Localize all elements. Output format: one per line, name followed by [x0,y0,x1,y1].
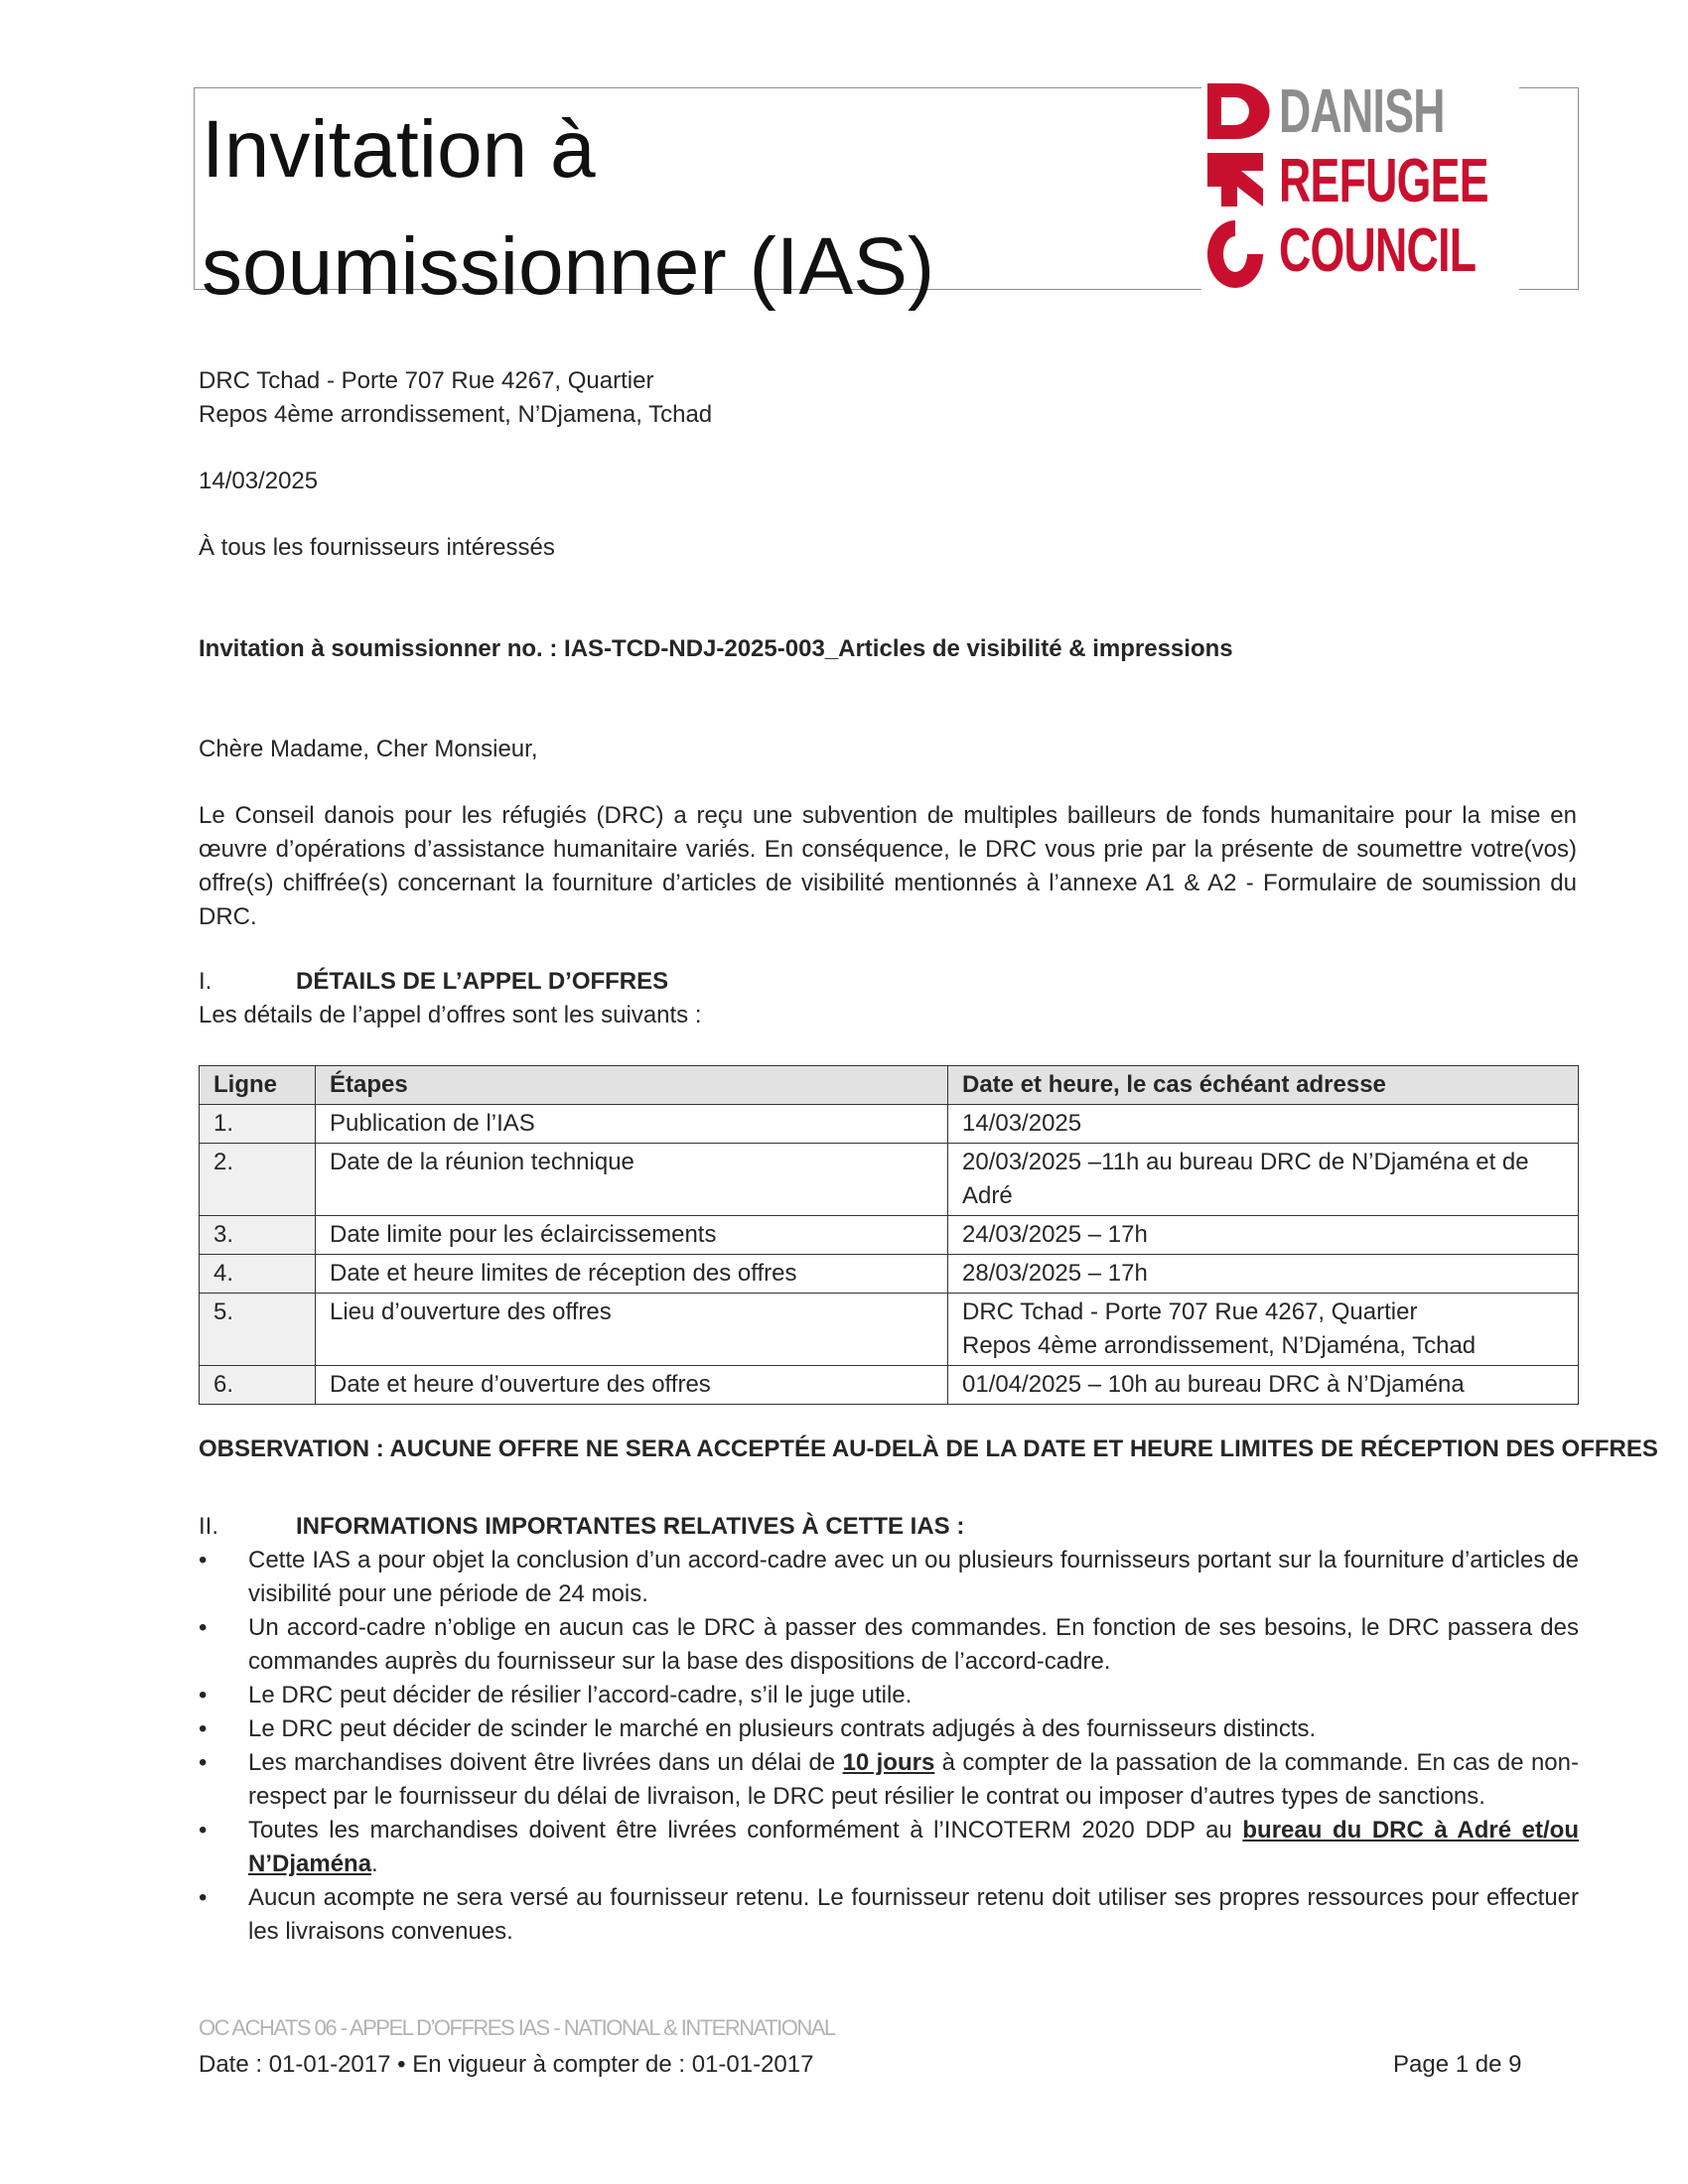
row-step: Date et heure limites de réception des offres [316,1255,948,1294]
title-line-2: soumissionner (IAS) [202,221,935,312]
drc-logo-mark-icon [1201,77,1271,296]
list-item [199,1712,1579,1746]
bullet-icon: • [199,1614,208,1641]
list-item-text [248,1749,1579,1810]
table-row [200,1216,1579,1255]
footer-document-code: OC ACHATS 06 - APPEL D’OFFRES IAS - NATIONAL & INTERNATIONAL [199,2015,835,2040]
document-title [202,91,1095,326]
list-item [199,1746,1579,1814]
row-number: 6. [200,1366,316,1405]
bullet-icon: • [199,1682,208,1708]
row-number: 4. [200,1255,316,1294]
delivery-text-post: à compter de la passation de la commande. En cas de non-respect par le fournisseur du délai de livraison, le DRC peut résilier le contrat ou imposer d’autres types de sanctions. [248,1749,1579,1810]
table-header-row [200,1066,1579,1105]
list-item-text [248,1817,1579,1877]
bullet-icon: • [199,1884,208,1911]
logo-word-danish: DANISH [1279,77,1445,146]
table-row [200,1366,1579,1405]
reference-line: Invitation à soumissionner no. : IAS-TCD-NDJ-2025-003_Articles de visibilité & impressions [199,635,1233,662]
bullet-icon: • [199,1817,208,1843]
incoterm-text-post: . [371,1850,378,1877]
list-item [199,1814,1579,1881]
logo-word-council: COUNCIL [1279,216,1477,285]
row-step: Date et heure d’ouverture des offres [316,1366,948,1405]
list-item [199,1611,1579,1679]
section-2-title: INFORMATIONS IMPORTANTES RELATIVES À CETTE IAS : [296,1513,965,1540]
row-number: 2. [200,1144,316,1216]
list-item [199,1544,1579,1611]
column-header-ligne: Ligne [200,1066,316,1105]
title-line-1: Invitation à [202,104,596,195]
row-date-line-1: DRC Tchad - Porte 707 Rue 4267, Quartier [962,1298,1418,1325]
delivery-text-pre: Les marchandises doivent être livrées dans un délai de [248,1749,843,1776]
section-1-number: I. [199,968,212,995]
row-date [948,1294,1579,1366]
row-number: 5. [200,1294,316,1366]
tender-details-table [199,1065,1579,1405]
row-date: 28/03/2025 – 17h [948,1255,1579,1294]
list-item-text: Aucun acompte ne sera versé au fournisseur retenu. Le fournisseur retenu doit utiliser ses propres ressources pour effectuer les livraisons convenues. [248,1884,1579,1945]
row-date-line-2: Repos 4ème arrondissement, N’Djaména, Tchad [962,1332,1477,1359]
table-row [200,1294,1579,1366]
logo-word-refugee: REFUGEE [1279,147,1488,215]
table-row [200,1105,1579,1144]
row-number: 1. [200,1105,316,1144]
row-number: 3. [200,1216,316,1255]
table-row [200,1144,1579,1216]
address-line-2: Repos 4ème arrondissement, N’Djamena, Tchad [199,401,713,428]
footer-date-line: Date : 01-01-2017 • En vigueur à compter de : 01-01-2017 [199,2051,814,2078]
list-item [199,1881,1579,1949]
section-2-number: II. [199,1513,219,1540]
list-item-text: Cette IAS a pour objet la conclusion d’un accord-cadre avec un ou plusieurs fournisseurs portant sur la fourniture d’articles de visibilité pour une période de 24 mois. [248,1547,1579,1607]
column-header-date: Date et heure, le cas échéant adresse [948,1066,1579,1105]
delivery-location: bureau du DRC à Adré et/ou N’Djaména [248,1817,1580,1877]
list-item [199,1679,1579,1712]
address-line-1: DRC Tchad - Porte 707 Rue 4267, Quartier [199,367,654,394]
recipient-line: À tous les fournisseurs intéressés [199,534,555,561]
bullet-icon: • [199,1749,208,1776]
row-date: 24/03/2025 – 17h [948,1216,1579,1255]
row-step: Lieu d’ouverture des offres [316,1294,948,1366]
sender-address [199,364,712,432]
incoterm-text-pre: Toutes les marchandises doivent être livrées conformément à l’INCOTERM 2020 DDP au [248,1817,1243,1843]
row-date: 01/04/2025 – 10h au bureau DRC à N’Djaména [948,1366,1579,1405]
row-step: Date de la réunion technique [316,1144,948,1216]
footer-page-number: Page 1 de 9 [1393,2051,1522,2078]
list-item-text: Un accord-cadre n’oblige en aucun cas le DRC à passer des commandes. En fonction de ses besoins, le DRC passera des commandes auprès du fournisseur sur la base des dispositions de l’accord-cadre. [248,1614,1579,1675]
intro-paragraph: Le Conseil danois pour les réfugiés (DRC) a reçu une subvention de multiples bailleurs de fonds humanitaire pour la mise en œuvre d’opérations d’assistance humanitaire variés. En conséquence, le DRC vous prie par la présente de soumettre votre(vos) offre(s) chiffrée(s) concernant la fourniture d’articles de visibilité mentionnés à l’annexe A1 & A2 - Formulaire de soumission du DRC. [199,802,1577,930]
table-row [200,1255,1579,1294]
list-item-text: Le DRC peut décider de résilier l’accord-cadre, s’il le juge utile. [248,1682,913,1708]
important-info-list [199,1544,1579,1949]
row-step: Date limite pour les éclaircissements [316,1216,948,1255]
column-header-etapes: Étapes [316,1066,948,1105]
salutation: Chère Madame, Cher Monsieur, [199,736,538,762]
letter-date: 14/03/2025 [199,468,319,494]
row-date: 14/03/2025 [948,1105,1579,1144]
section-1-lead: Les détails de l’appel d’offres sont les suivants : [199,1002,702,1028]
bullet-icon: • [199,1715,208,1742]
delivery-deadline: 10 jours [842,1749,935,1776]
drc-logo [1201,77,1519,296]
bullet-icon: • [199,1547,208,1573]
row-date: 20/03/2025 –11h au bureau DRC de N’Djaména et de Adré [948,1144,1579,1216]
list-item-text: Le DRC peut décider de scinder le marché en plusieurs contrats adjugés à des fournisseurs distincts. [248,1715,1317,1742]
section-1-title: DÉTAILS DE L’APPEL D’OFFRES [296,968,669,995]
row-step: Publication de l’IAS [316,1105,948,1144]
observation-notice: OBSERVATION : AUCUNE OFFRE NE SERA ACCEPTÉE AU-DELÀ DE LA DATE ET HEURE LIMITES DE RÉCEPTION DES OFFRES [199,1435,1658,1462]
